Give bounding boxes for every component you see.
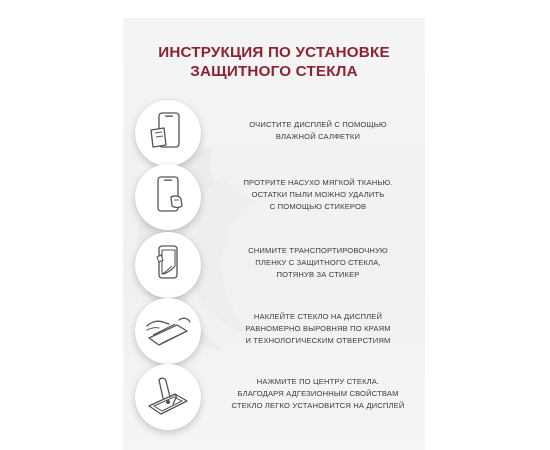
step-3-icon-circle (135, 232, 201, 298)
step-1-text: ОЧИСТИТЕ ДИСПЛЕЙ С ПОМОЩЬЮ ВЛАЖНОЙ САЛФЕТКИ (249, 120, 387, 141)
title-line-2: ЗАЩИТНОГО СТЕКЛА (190, 63, 358, 80)
step-4 (135, 298, 415, 368)
step-2-text: ПРОТРИТЕ НАСУХО МЯГКОЙ ТКАНЬЮ. ОСТАТКИ ПЫЛИ МОЖНО УДАЛИТЬ С ПОМОЩЬЮ СТИКЕРОВ (243, 178, 393, 211)
hands-apply-glass-icon (135, 298, 201, 364)
step-5-text: НАЖМИТЕ ПО ЦЕНТРУ СТЕКЛА. БЛАГОДАРЯ АДГЕЗИОННЫМ СВОЙСТВАМ СТЕКЛО ЛЕГКО УСТАНОВИТСЯ НА ДИСПЛЕЙ (231, 377, 405, 410)
page-title (123, 43, 425, 81)
step-4-text: НАКЛЕЙТЕ СТЕКЛО НА ДИСПЛЕЙ РАВНОМЕРНО ВЫРОВНЯВ ПО КРАЯМ И ТЕХНОЛОГИЧЕСКИМ ОТВЕРСТИЯМ (245, 312, 391, 345)
phone-cloth-wipe-icon (135, 100, 201, 166)
phone-peel-film-icon (135, 232, 201, 298)
instruction-card (123, 18, 425, 450)
step-2 (135, 164, 415, 234)
step-5-icon-circle (135, 364, 201, 430)
title-line-1: ИНСТРУКЦИЯ ПО УСТАНОВКЕ (158, 44, 390, 61)
step-1 (135, 100, 415, 170)
step-1-icon-circle (135, 100, 201, 166)
phone-dry-cloth-icon (135, 164, 201, 230)
step-3 (135, 232, 415, 302)
step-2-icon-circle (135, 164, 201, 230)
step-4-icon-circle (135, 298, 201, 364)
step-3-text: СНИМИТЕ ТРАНСПОРТИРОВОЧНУЮ ПЛЕНКУ С ЗАЩИТНОГО СТЕКЛА, ПОТЯНУВ ЗА СТИКЕР (248, 246, 388, 279)
finger-press-glass-icon (135, 364, 201, 430)
step-5 (135, 364, 415, 434)
